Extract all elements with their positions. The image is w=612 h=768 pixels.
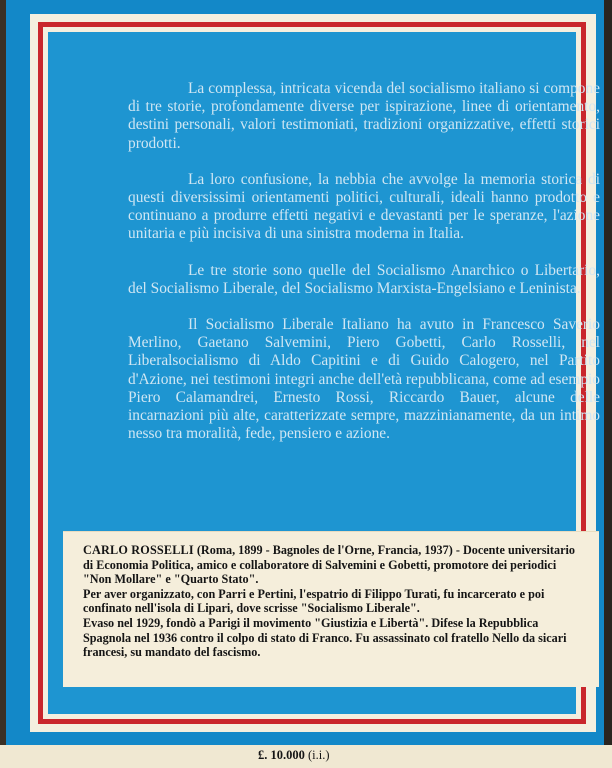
blurb-paragraph-4: Il Socialismo Liberale Italiano ha avuto in Francesco Saverio Merlino, Gaetano Salvemini, Piero Gobetti, Carlo Rosselli, nel Liberalsocialismo di Aldo Capitini e di Guido Calogero, nel Partito d'Azione, nei testimoni integri anche dell'età repubblicana, come ad esempio Piero Calamandrei, Ernesto Rossi, Riccardo Bauer, alcune delle incarnazioni più alte, caratterizzate sempre, mazzinianamente, da un intimo nesso tra moralità, fede, pensiero e azione. (128, 316, 600, 443)
bio-paragraph-1 (83, 543, 583, 587)
bio-line-1: (Roma, 1899 - Bagnoles de l'Orne, Francia, 1937) - Docente universitario di Economia Politica, amico e collaboratore di Salvemini e Gobetti, promotore dei periodici "Non Mollare" e "Quarto Stato". (83, 543, 575, 587)
author-bio (83, 543, 583, 660)
bio-paragraph-3: Evaso nel 1929, fondò a Parigi il movimento "Giustizia e Libertà". Difese la Repubblica Spagnola nel 1936 contro il colpo di stato di Franco. Fu assassinato col fratello Nello da sicari francesi, su mandato del fascismo. (83, 615, 567, 660)
price-amount: £. 10.000 (258, 748, 305, 762)
blurb-paragraph-3: Le tre storie sono quelle del Socialismo Anarchico o Libertario, del Socialismo Liberale, del Socialismo Marxista-Engelsiano e Leninista. (128, 261, 600, 297)
author-bio-box (63, 531, 599, 687)
bio-author-name: CARLO ROSSELLI (83, 543, 194, 557)
blurb-paragraph-1: La complessa, intricata vicenda del socialismo italiano si compone di tre storie, profondamente diverse per ispirazione, linee di orientamento, destini personali, valori testimoniati, tradizioni organizzative, effetti storici prodotti. (128, 80, 600, 152)
blurb-text (128, 80, 600, 461)
price-note: (i.i.) (304, 748, 330, 762)
bio-paragraph-2: Per aver organizzato, con Parri e Pertini, l'espatrio di Filippo Turati, fu incarcerato e poi confinato nell'isola di Lipari, dove scrisse "Socialismo Liberale". (83, 586, 545, 616)
blurb-paragraph-2: La loro confusione, la nebbia che avvolge la memoria storica di questi diversissimi orientamenti politici, culturali, ideali hanno prodotto e continuano a produrre effetti negativi e devastanti per le speranze, l'azione unitaria e più incisiva di una sinistra moderna in Italia. (128, 170, 600, 243)
price-label (258, 748, 330, 763)
right-page-edge (604, 0, 612, 768)
